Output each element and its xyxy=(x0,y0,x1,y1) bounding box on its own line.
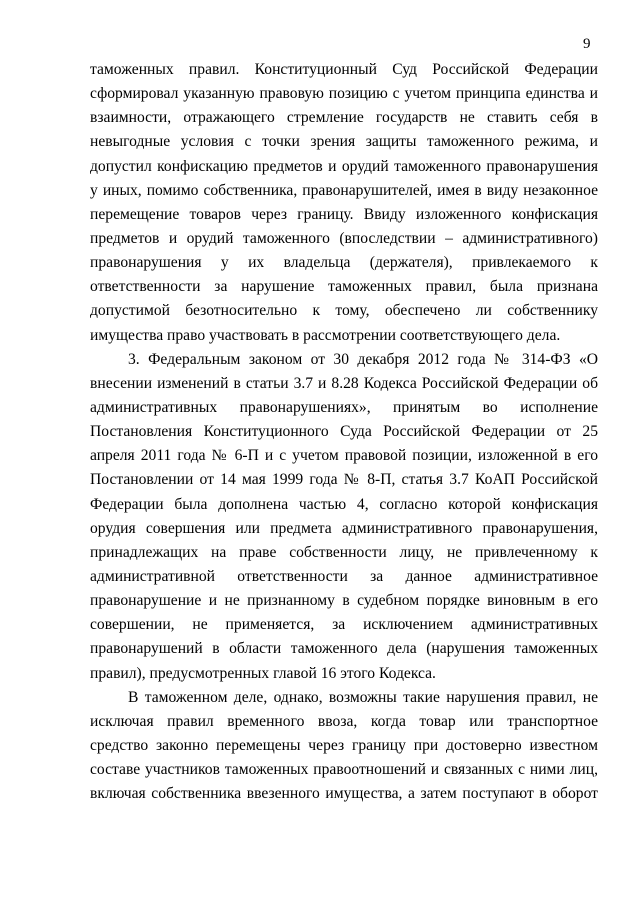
text-line: допустил конфискацию предметов и орудий таможенного правонарушения xyxy=(90,157,598,175)
text-line: невыгодные условия с точки зрения защиты таможенного режима, и xyxy=(90,133,598,151)
text-line: правил), предусмотренных главой 16 этого Кодекса. xyxy=(90,664,436,682)
document-body xyxy=(90,58,598,806)
text-line: исключая правил временного ввоза, когда товар или транспортное xyxy=(90,712,598,730)
text-line: совершении, не применяется, за исключением административных xyxy=(90,616,598,634)
text-line: правонарушение и не признанному в судебном порядке виновным в его xyxy=(90,592,598,610)
text-line: перемещение товаров через границу. Ввиду изложенного конфискация xyxy=(90,205,598,223)
paragraph xyxy=(90,58,598,348)
text-line: составе участников таможенных правоотношений и связанных с ними лиц, xyxy=(90,761,598,779)
text-line: средство законно перемещены через границу при достоверно известном xyxy=(90,736,598,754)
text-line: Постановлении от 14 мая 1999 года № 8-П, статья 3.7 КоАП Российской xyxy=(90,471,598,489)
text-line: предметов и орудий таможенного (впоследствии – административного) xyxy=(90,229,598,247)
page-number: 9 xyxy=(583,36,591,52)
text-line: допустимой безотносительно к тому, обеспечено ли собственнику xyxy=(90,302,598,320)
text-line: у иных, помимо собственника, правонарушителей, имея в виду незаконное xyxy=(90,181,598,199)
text-line: таможенных правил. Конституционный Суд Российской Федерации xyxy=(90,61,598,78)
text-line: включая собственника ввезенного имущества, а затем поступают в оборот xyxy=(90,785,598,803)
text-line: правонарушений в области таможенного дела (нарушения таможенных xyxy=(90,640,598,658)
text-line: имущества право участвовать в рассмотрении соответствующего дела. xyxy=(90,326,561,344)
paragraph xyxy=(90,686,598,807)
text-line: Постановления Конституционного Суда Российской Федерации от 25 xyxy=(90,423,598,441)
text-line: сформировал указанную правовую позицию с учетом принципа единства и xyxy=(90,85,598,103)
text-line: административных правонарушениях», принятым во исполнение xyxy=(90,398,598,416)
text-line: апреля 2011 года № 6-П и с учетом правовой позиции, изложенной в его xyxy=(90,447,598,465)
text-line: ответственности за нарушение таможенных правил, была признана xyxy=(90,278,598,296)
text-line: взаимности, отражающего стремление государств не ставить себя в xyxy=(90,109,598,127)
text-line: принадлежащих на праве собственности лицу, не привлеченному к xyxy=(90,543,598,561)
text-line: В таможенном деле, однако, возможны такие нарушения правил, не xyxy=(128,688,598,706)
text-line: административной ответственности за данное административное xyxy=(90,567,598,585)
paragraph xyxy=(90,348,598,686)
text-line: Федерации была дополнена частью 4, согласно которой конфискация xyxy=(90,495,598,513)
text-line: внесении изменений в статьи 3.7 и 8.28 Кодекса Российской Федерации об xyxy=(90,374,598,392)
text-line: орудия совершения или предмета административного правонарушения, xyxy=(90,519,598,537)
text-line: 3. Федеральным законом от 30 декабря 2012 года № 314-ФЗ «О xyxy=(128,350,598,368)
text-line: правонарушения у их владельца (держателя), привлекаемого к xyxy=(90,254,598,272)
